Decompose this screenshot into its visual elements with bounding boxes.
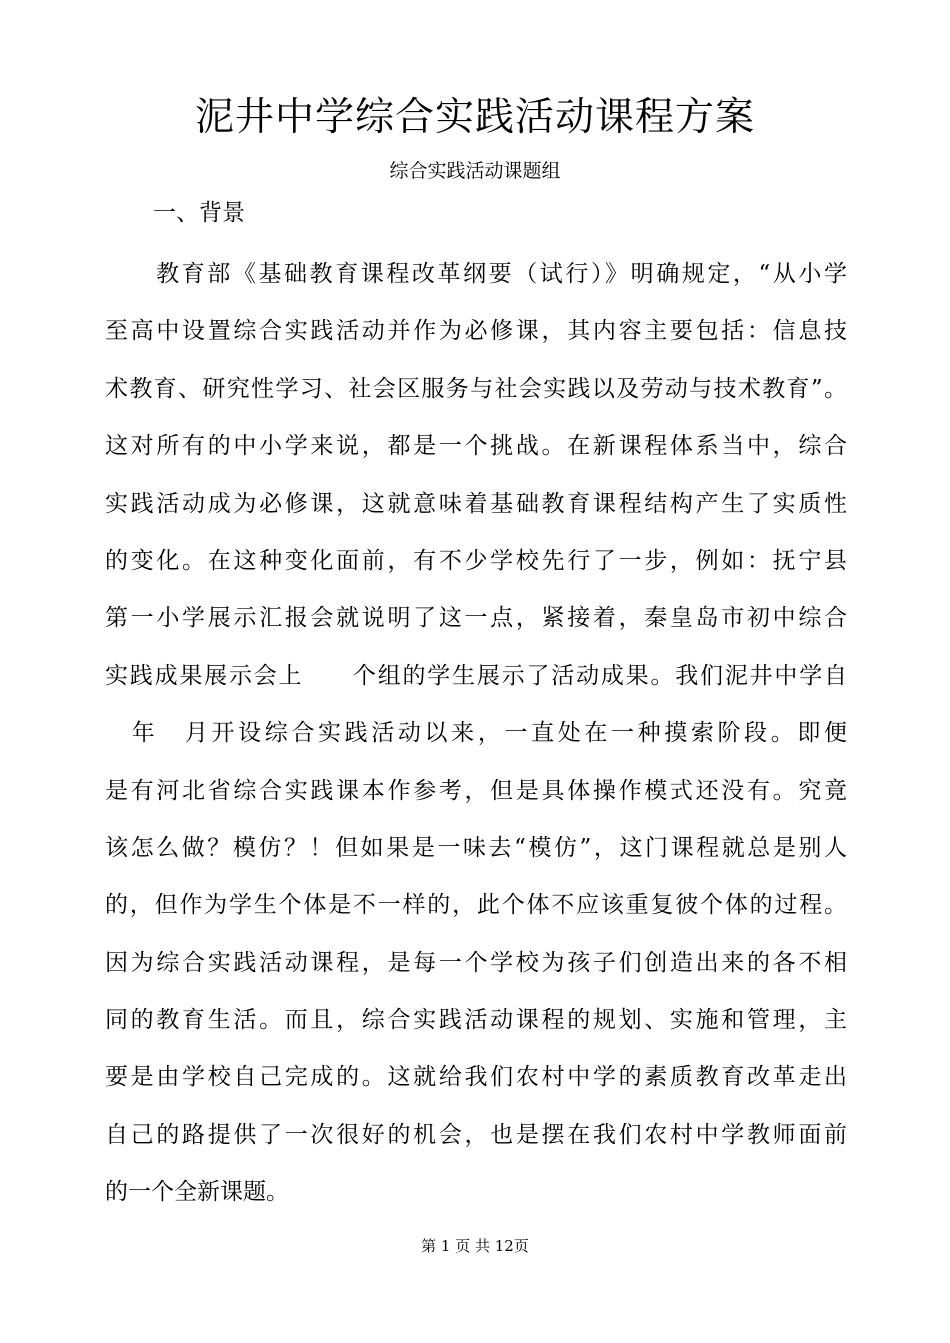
paragraph-line: 的一个全新课题。: [105, 1179, 289, 1206]
paragraph-line: 的变化。在这种变化面前，有不少学校先行了一步，例如：抚宁县: [105, 547, 847, 574]
paragraph-line: 第一小学展示汇报会就说明了这一点，紧接着，秦皇岛市初中综合: [105, 605, 847, 632]
paragraph-line: 要是由学校自己完成的。这就给我们农村中学的素质教育改革走出: [105, 1064, 847, 1091]
paragraph-line: 年 月开设综合实践活动以来，一直处在一种摸索阶段。即便: [105, 720, 847, 747]
paragraph-line: 是有河北省综合实践课本作参考，但是具体操作模式还没有。究竟: [105, 777, 847, 804]
paragraph-line: 的，但作为学生个体是不一样的，此个体不应该重复彼个体的过程。: [105, 892, 847, 919]
paragraph-line: 术教育、研究性学习、社会区服务与社会实践以及劳动与技术教育”。: [105, 375, 847, 402]
paragraph-line: 因为综合实践活动课程，是每一个学校为孩子们创造出来的各不相: [105, 949, 847, 976]
body-paragraph: [105, 246, 847, 1222]
paragraph-line: 实践活动成为必修课，这就意味着基础教育课程结构产生了实质性: [105, 490, 847, 517]
section-heading: 一、背景: [153, 200, 245, 226]
paragraph-line: 教育部《基础教育课程改革纲要（试行）》明确规定，“从小学: [105, 261, 847, 287]
paragraph-line: 自己的路提供了一次很好的机会，也是摆在我们农村中学教师面前: [105, 1121, 847, 1148]
paragraph-line: 这对所有的中小学来说，都是一个挑战。在新课程体系当中，综合: [105, 433, 847, 460]
paragraph-line: 该怎么做？模仿？！但如果是一味去“模仿”，这门课程就总是别人: [105, 834, 847, 861]
document-subtitle: 综合实践活动课题组: [389, 160, 561, 182]
paragraph-line: 同的教育生活。而且，综合实践活动课程的规划、实施和管理，主: [105, 1007, 847, 1034]
paragraph-line: 至高中设置综合实践活动并作为必修课，其内容主要包括：信息技: [105, 318, 847, 345]
document-title: 泥井中学综合实践活动课程方案: [194, 95, 755, 140]
page-number-footer: 第 1 页 共 12页: [421, 1237, 529, 1255]
paragraph-line: 实践成果展示会上 个组的学生展示了活动成果。我们泥井中学自: [105, 662, 847, 689]
